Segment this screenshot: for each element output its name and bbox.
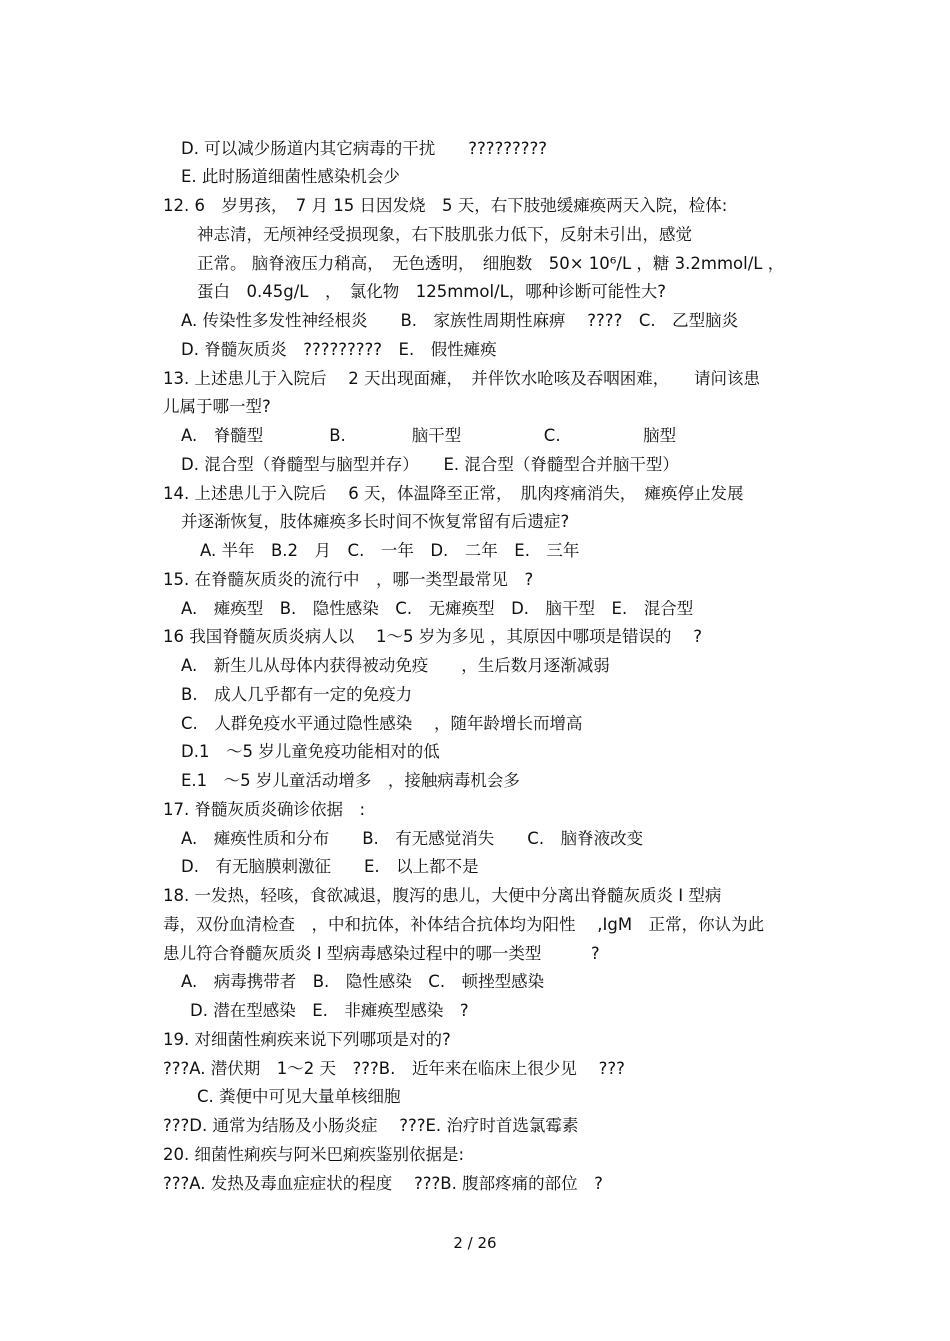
text-line: 蛋白 0.45g/L ， 氯化物 125mmol/L，哪种诊断可能性大? [197, 282, 667, 301]
text-line: 19. 对细菌性痢疾来说下列哪项是对的? [163, 1030, 451, 1049]
text-line: A. 脊髓型 B. 脑干型 C. 脑型 [181, 426, 677, 445]
page-number: 2 / 26 [453, 1234, 497, 1252]
text-line: E. 此时肠道细菌性感染机会少 [181, 167, 400, 186]
text-line: B. 成人几乎都有一定的免疫力 [181, 685, 413, 704]
text-line: 15. 在脊髓灰质炎的流行中 ，哪一类型最常见 ? [163, 570, 534, 589]
text-line: ???A. 潜伏期 1～2 天 ???B. 近年来在临床上很少见 ??? [163, 1059, 625, 1078]
text-line: C. 粪便中可见大量单核细胞 [197, 1087, 401, 1106]
text-line: 18. 一发热，轻咳，食欲减退，腹泻的患儿，大便中分离出脊髓灰质炎 I 型病 [163, 886, 722, 905]
text-line: 正常。 脑脊液压力稍高， 无色透明， 细胞数 50× 10⁶/L ，糖 3.2mmol/L ， [197, 254, 785, 273]
text-line: ???D. 通常为结肠及小肠炎症 ???E. 治疗时首选氯霉素 [163, 1116, 579, 1135]
text-line: 17. 脊髓灰质炎确诊依据 : [163, 800, 366, 819]
text-line: A. 病毒携带者 B. 隐性感染 C. 顿挫型感染 [181, 972, 545, 991]
text-line: 14. 上述患儿于入院后 6 天，体温降至正常， 肌肉疼痛消失， 瘫痪停止发展 [163, 484, 744, 503]
text-line: ???A. 发热及毒血症症状的程度 ???B. 腹部疼痛的部位 ? [163, 1174, 603, 1193]
text-line: D. 可以减少肠道内其它病毒的干扰 ????????? [181, 139, 548, 158]
text-line: 神志清，无颅神经受损现象，右下肢肌张力低下，反射未引出，感觉 [197, 225, 692, 244]
text-line: D. 脊髓灰质炎 ????????? E. 假性瘫痪 [181, 340, 497, 359]
text-line: E.1 ～5 岁儿童活动增多 ，接触病毒机会多 [181, 771, 520, 790]
text-line: 并逐渐恢复，肢体瘫痪多长时间不恢复常留有后遗症? [181, 512, 570, 531]
text-line: A. 半年 B.2 月 C. 一年 D. 二年 E. 三年 [200, 541, 580, 560]
text-line: D.1 ～5 岁儿童免疫功能相对的低 [181, 742, 440, 761]
text-line: 患儿符合脊髓灰质炎 I 型病毒感染过程中的哪一类型 ? [163, 944, 600, 963]
text-line: 儿属于哪一型? [163, 397, 271, 416]
text-line: A. 新生儿从母体内获得被动免疫 ，生后数月逐渐减弱 [181, 656, 610, 675]
text-line: 20. 细菌性痢疾与阿米巴痢疾鉴别依据是: [163, 1145, 465, 1164]
text-line: 12. 6 岁男孩， 7 月 15 日因发烧 5 天，右下肢弛缓瘫痪两天入院，检体: [163, 196, 728, 215]
text-line: D. 潜在型感染 E. 非瘫痪型感染 ? [190, 1001, 469, 1020]
text-line: 13. 上述患儿于入院后 2 天出现面瘫， 并伴饮水呛咳及吞咽困难， 请问该患 [163, 369, 760, 388]
text-line: D. 有无脑膜刺激征 E. 以上都不是 [181, 857, 479, 876]
text-line: C. 人群免疫水平通过隐性感染 ，随年龄增长而增高 [181, 714, 583, 733]
text-line: 16 我国脊髓灰质炎病人以 1～5 岁为多见 ，其原因中哪项是错误的 ? [163, 627, 702, 646]
text-line: D. 混合型（脊髓型与脑型并存） E. 混合型（脊髓型合并脑干型） [181, 455, 679, 474]
text-line: A. 传染性多发性神经根炎 B. 家族性周期性麻痹 ???? C. 乙型脑炎 [181, 311, 739, 330]
text-line: A. 瘫痪型 B. 隐性感染 C. 无瘫痪型 D. 脑干型 E. 混合型 [181, 599, 694, 618]
text-line: A. 瘫痪性质和分布 B. 有无感觉消失 C. 脑脊液改变 [181, 829, 644, 848]
text-line: 毒，双份血清检查 ，中和抗体，补体结合抗体均为阳性 ,IgM 正常，你认为此 [163, 915, 765, 934]
